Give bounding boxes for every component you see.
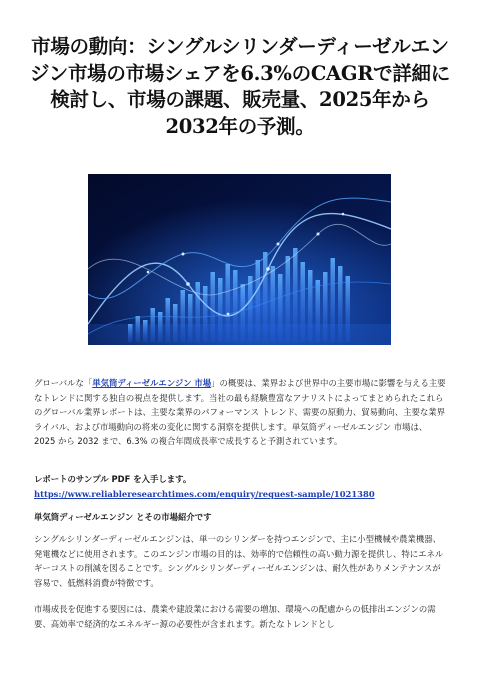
- intro-paragraph: [34, 376, 448, 449]
- intro-prefix: グローバルな「: [34, 378, 93, 388]
- sample-request-link[interactable]: https://www.reliableresearchtimes.com/enquiry/request-sample/1021380: [34, 488, 375, 499]
- page-title: 市場の動向：シングルシリンダーディーゼルエンジン市場の市場シェアを6.3%のCAGRで詳細に検討し、市場の課題、販売量、2025年から2032年の予測。: [30, 35, 450, 138]
- market-keyword-link[interactable]: 単気筒ディーゼルエンジン 市場: [92, 378, 212, 388]
- section-heading: 単気筒ディーゼルエンジン とその市場紹介です: [34, 512, 212, 522]
- hero-chart-illustration: [88, 174, 391, 345]
- description-paragraph: シングルシリンダーディーゼルエンジンは、単一のシリンダーを持つエンジンで、主に小型機械や農業機器、発電機などに使用されます。このエンジン市場の目的は、効率的で信頼性の高い動力源を提供し、特にエネルギーコストの削減を図ることです。シングルシリンダーディーゼルエンジンは、耐久性がありメンテナンスが容易で、低燃料消費が特徴です。: [34, 534, 444, 588]
- drivers-paragraph: 市場成長を促進する要因には、農業や建設業における需要の増加、環境への配慮からの低排出エンジンの需要、高効率で経済的なエネルギー源の必要性が含まれます。新たなトレンドとし: [34, 604, 436, 629]
- sample-paragraph: [34, 472, 448, 501]
- intro-suffix: 」の概要は、業界および世界中の主要市場に影響を与える主要なトレンドに関する独自の視点を提供します。当社の最も経験豊富なアナリストによってまとめられたこれらのグローバル業界レポートは、主要な業界のパフォーマンス トレンド、需要の原動力、貿易動向、主要な業界ライバル、および市場動向の将来の変化に関する洞察を提供します。単気筒ディーゼルエンジン 市場は、2025 から 2032 まで、6.3% の複合年間成長率で成長すると予測されています。: [34, 378, 446, 447]
- sample-label: レポートのサンプル PDF を入手します。: [34, 474, 192, 484]
